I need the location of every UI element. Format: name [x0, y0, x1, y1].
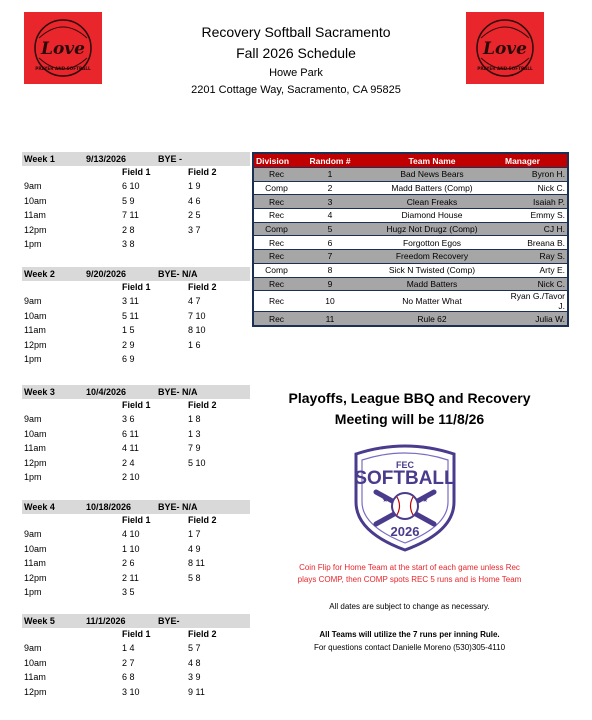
week-block	[22, 500, 250, 600]
field-2-matchup: 5 7	[188, 643, 201, 653]
team-random-number: 8	[299, 263, 361, 277]
game-time: 10am	[24, 195, 47, 206]
field-1-matchup: 2 6	[122, 558, 135, 568]
team-manager: Ray S.	[503, 250, 568, 264]
team-random-number: 3	[299, 195, 361, 209]
field-2-matchup: 4 7	[188, 296, 201, 306]
game-time: 1pm	[24, 239, 42, 249]
team-division: Rec	[253, 291, 299, 312]
team-row	[253, 277, 568, 291]
game-slot-row	[22, 571, 250, 586]
team-name: Madd Batters (Comp)	[361, 181, 503, 195]
team-division: Rec	[253, 277, 299, 291]
game-slot-row	[22, 670, 250, 685]
field-1-label: Field 1	[122, 282, 151, 292]
svg-text:★: ★	[422, 496, 429, 504]
game-time: 9am	[24, 529, 42, 539]
game-slot-row	[22, 323, 250, 338]
game-slot-row	[22, 527, 250, 542]
week-label: Week 4	[24, 502, 55, 512]
field-1-matchup: 3 5	[122, 587, 135, 597]
team-random-number: 9	[299, 277, 361, 291]
team-manager: Arty E.	[503, 263, 568, 277]
game-time: 11am	[24, 210, 46, 220]
team-name: Madd Batters	[361, 277, 503, 291]
game-time: 11am	[24, 672, 46, 682]
field-1-matchup: 3 8	[122, 239, 135, 249]
game-slot-row	[22, 194, 250, 209]
field-2-label: Field 2	[188, 167, 217, 177]
header-manager: Manager	[503, 153, 568, 168]
team-name: Rule 62	[361, 312, 503, 326]
week-label: Week 2	[24, 269, 55, 279]
svg-text:2026: 2026	[390, 524, 420, 539]
team-division: Rec	[253, 312, 299, 326]
field-headers	[22, 628, 250, 641]
team-division: Rec	[253, 168, 299, 182]
game-time: 11am	[24, 443, 46, 453]
team-row	[253, 209, 568, 223]
team-name: Sick N Twisted (Comp)	[361, 263, 503, 277]
game-slot-row	[22, 456, 250, 471]
game-time: 9am	[24, 643, 42, 653]
venue-address: 2201 Cottage Way, Sacramento, CA 95825	[191, 84, 401, 96]
field-1-matchup: 6 8	[122, 672, 135, 682]
game-time: 9am	[24, 181, 42, 191]
field-1-matchup: 4 11	[122, 443, 139, 453]
team-name: Forgotton Egos	[361, 236, 503, 250]
field-1-matchup: 2 4	[122, 457, 135, 468]
header-team-name: Team Name	[361, 153, 503, 168]
field-2-matchup: 1 9	[188, 181, 201, 191]
team-division: Comp	[253, 181, 299, 195]
team-division: Comp	[253, 222, 299, 236]
week-bye: BYE- N/A	[158, 269, 198, 279]
field-2-matchup: 4 8	[188, 657, 201, 668]
team-random-number: 7	[299, 250, 361, 264]
field-1-label: Field 1	[122, 167, 151, 177]
field-1-matchup: 2 7	[122, 657, 135, 668]
game-slot-row	[22, 470, 250, 485]
team-row	[253, 236, 568, 250]
week-label: Week 5	[24, 616, 55, 626]
field-2-matchup: 4 9	[188, 543, 201, 554]
field-2-matchup: 3 9	[188, 672, 201, 682]
field-2-matchup: 7 9	[188, 443, 201, 453]
week-label: Week 1	[24, 154, 55, 164]
team-division: Rec	[253, 195, 299, 209]
week-header	[22, 152, 250, 166]
dates-note: All dates are subject to change as necessary.	[329, 602, 490, 611]
field-1-matchup: 1 5	[122, 325, 135, 335]
team-row	[253, 291, 568, 312]
field-1-matchup: 2 8	[122, 224, 135, 235]
field-1-matchup: 5 11	[122, 310, 139, 321]
week-bye: BYE-	[158, 616, 180, 626]
team-random-number: 4	[299, 209, 361, 223]
team-row	[253, 168, 568, 182]
game-slot-row	[22, 641, 250, 656]
game-slot-row	[22, 427, 250, 442]
field-2-matchup: 1 7	[188, 529, 201, 539]
field-1-matchup: 3 10	[122, 686, 140, 697]
game-time: 12pm	[24, 686, 47, 697]
playoffs-announcement	[252, 388, 567, 430]
field-2-label: Field 2	[188, 400, 217, 410]
team-manager: Emmy S.	[503, 209, 568, 223]
game-slot-row	[22, 352, 250, 367]
game-slot-row	[22, 294, 250, 309]
week-block	[22, 385, 250, 485]
game-time: 12pm	[24, 339, 47, 350]
document-title: Recovery Softball Sacramento	[201, 24, 391, 40]
field-2-matchup: 8 11	[188, 558, 205, 568]
week-header	[22, 385, 250, 399]
team-name: Clean Freaks	[361, 195, 503, 209]
game-slot-row	[22, 556, 250, 571]
team-manager: Byron H.	[503, 168, 568, 182]
week-label: Week 3	[24, 387, 55, 397]
team-name: Freedom Recovery	[361, 250, 503, 264]
coin-flip-note	[252, 562, 567, 586]
game-slot-row	[22, 237, 250, 252]
game-time: 10am	[24, 543, 47, 554]
game-slot-row	[22, 542, 250, 557]
game-time: 1pm	[24, 587, 42, 597]
svg-text:FEC: FEC	[396, 460, 414, 470]
field-1-matchup: 4 10	[122, 529, 140, 539]
team-division: Rec	[253, 209, 299, 223]
teams-table-header	[253, 153, 568, 168]
game-slot-row	[22, 179, 250, 194]
week-block	[22, 267, 250, 367]
field-2-matchup: 1 3	[188, 428, 201, 439]
field-2-label: Field 2	[188, 282, 217, 292]
field-1-matchup: 5 9	[122, 195, 135, 206]
game-time: 10am	[24, 657, 47, 668]
field-2-matchup: 4 6	[188, 195, 201, 206]
game-slot-row	[22, 656, 250, 671]
team-manager: Breana B.	[503, 236, 568, 250]
field-headers	[22, 399, 250, 412]
game-slot-row	[22, 309, 250, 324]
game-time: 10am	[24, 428, 47, 439]
coin-flip-line-2: plays COMP, then COMP spots REC 5 runs and is Home Team	[297, 575, 522, 584]
team-division: Rec	[253, 236, 299, 250]
week-header	[22, 500, 250, 514]
coin-flip-line-1: Coin Flip for Home Team at the start of each game unless Rec	[299, 563, 520, 572]
game-time: 9am	[24, 296, 42, 306]
week-bye: BYE -	[158, 154, 183, 164]
field-1-label: Field 1	[122, 515, 151, 525]
svg-text:Love: Love	[41, 39, 85, 59]
svg-text:PRAYER AND SOFTBALL: PRAYER AND SOFTBALL	[477, 66, 533, 71]
team-row	[253, 195, 568, 209]
header-random-number: Random #	[299, 153, 361, 168]
week-date: 9/13/2026	[86, 154, 127, 164]
field-1-matchup: 1 10	[122, 543, 140, 554]
team-random-number: 5	[299, 222, 361, 236]
field-1-matchup: 2 11	[122, 572, 139, 583]
game-slot-row	[22, 338, 250, 353]
game-time: 12pm	[24, 224, 47, 235]
venue-name: Howe Park	[269, 67, 323, 79]
field-2-matchup: 3 7	[188, 224, 201, 235]
game-time: 1pm	[24, 354, 42, 364]
svg-text:★: ★	[382, 496, 389, 504]
field-2-label: Field 2	[188, 629, 217, 639]
week-block	[22, 614, 250, 699]
game-time: 12pm	[24, 457, 47, 468]
field-1-matchup: 2 10	[122, 472, 140, 482]
team-division: Comp	[253, 263, 299, 277]
field-headers	[22, 166, 250, 179]
header-division: Division	[253, 153, 299, 168]
field-2-matchup: 5 8	[188, 572, 201, 583]
game-time: 1pm	[24, 472, 42, 482]
week-date: 10/4/2026	[86, 387, 127, 397]
svg-text:Love: Love	[483, 39, 527, 59]
game-time: 9am	[24, 414, 42, 424]
game-slot-row	[22, 412, 250, 427]
fec-softball-badge	[342, 440, 468, 552]
field-1-matchup: 6 9	[122, 354, 135, 364]
field-2-matchup: 7 10	[188, 310, 206, 321]
game-slot-row	[22, 585, 250, 600]
week-date: 11/1/2026	[86, 616, 126, 626]
team-row	[253, 250, 568, 264]
field-2-matchup: 9 11	[188, 686, 205, 697]
field-1-matchup: 6 11	[122, 428, 139, 439]
week-header	[22, 267, 250, 281]
field-2-matchup: 1 6	[188, 339, 201, 350]
week-bye: BYE- N/A	[158, 502, 198, 512]
team-manager: Nick C.	[503, 181, 568, 195]
field-2-matchup: 1 8	[188, 414, 201, 424]
team-row	[253, 181, 568, 195]
week-date: 10/18/2026	[86, 502, 132, 512]
team-random-number: 11	[299, 312, 361, 326]
field-1-matchup: 1 4	[122, 643, 135, 653]
team-manager: Nick C.	[503, 277, 568, 291]
game-slot-row	[22, 441, 250, 456]
field-1-label: Field 1	[122, 629, 151, 639]
team-row	[253, 263, 568, 277]
field-2-matchup: 5 10	[188, 457, 206, 468]
runs-rule-note: All Teams will utilize the 7 runs per inning Rule.	[319, 630, 500, 639]
announcement-line-2: Meeting will be 11/8/26	[334, 411, 485, 427]
teams-table	[252, 152, 569, 327]
team-name: Bad News Bears	[361, 168, 503, 182]
field-2-matchup: 2 5	[188, 210, 201, 220]
field-headers	[22, 514, 250, 527]
announcement-line-1: Playoffs, League BBQ and Recovery	[288, 390, 531, 406]
field-1-matchup: 7 11	[122, 210, 139, 220]
schedule-subtitle: Fall 2026 Schedule	[236, 45, 356, 61]
svg-text:PRAYER AND SOFTBALL: PRAYER AND SOFTBALL	[35, 66, 91, 71]
contact-note: For questions contact Danielle Moreno (530)305-4110	[313, 643, 506, 652]
field-1-matchup: 6 10	[122, 181, 140, 191]
week-date: 9/20/2026	[86, 269, 127, 279]
field-headers	[22, 281, 250, 294]
game-slot-row	[22, 223, 250, 238]
game-time: 11am	[24, 325, 46, 335]
game-time: 10am	[24, 310, 47, 321]
team-random-number: 6	[299, 236, 361, 250]
game-slot-row	[22, 208, 250, 223]
team-manager: Ryan G./Tavor J.	[503, 291, 568, 312]
team-manager: CJ H.	[503, 222, 568, 236]
game-time: 12pm	[24, 572, 47, 583]
team-name: Hugz Not Drugz (Comp)	[361, 222, 503, 236]
field-1-matchup: 3 6	[122, 414, 135, 424]
field-1-matchup: 3 11	[122, 296, 139, 306]
week-bye: BYE- N/A	[158, 387, 198, 397]
field-2-matchup: 8 10	[188, 325, 206, 335]
field-1-matchup: 2 9	[122, 339, 135, 350]
field-2-label: Field 2	[188, 515, 217, 525]
team-random-number: 10	[299, 291, 361, 312]
team-manager: Isaiah P.	[503, 195, 568, 209]
week-block	[22, 152, 250, 252]
team-random-number: 1	[299, 168, 361, 182]
svg-text:SOFTBALL: SOFTBALL	[354, 468, 456, 489]
week-header	[22, 614, 250, 628]
team-manager: Julia W.	[503, 312, 568, 326]
team-row	[253, 312, 568, 326]
field-1-label: Field 1	[122, 400, 151, 410]
team-name: No Matter What	[361, 291, 503, 312]
game-slot-row	[22, 685, 250, 700]
team-name: Diamond House	[361, 209, 503, 223]
team-division: Rec	[253, 250, 299, 264]
game-time: 11am	[24, 558, 46, 568]
team-row	[253, 222, 568, 236]
team-random-number: 2	[299, 181, 361, 195]
